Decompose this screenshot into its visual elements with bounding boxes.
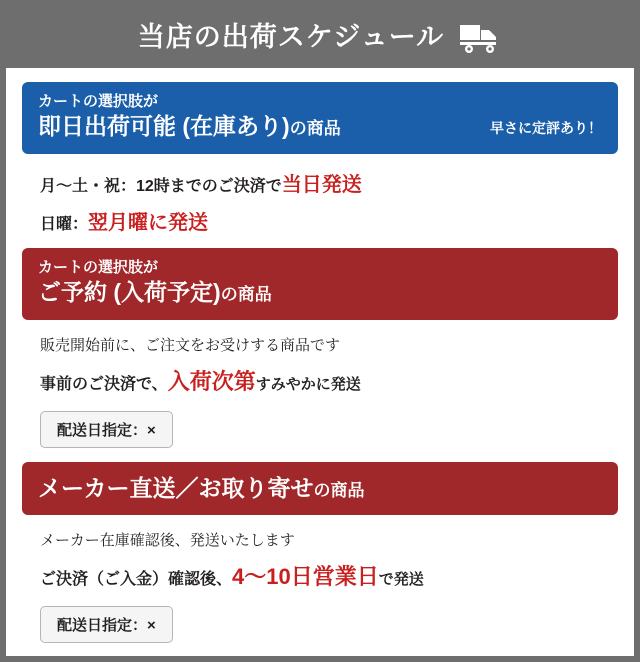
detail-line (40, 204, 600, 242)
section-details-direct-shipping (22, 515, 618, 650)
band-big-label (38, 474, 365, 504)
section-band-same-day (22, 82, 618, 154)
delivery-date-tag: 配送日指定：× (40, 606, 173, 643)
detail-highlight: 4〜10日営業日 (232, 563, 379, 589)
band-big-suffix: の商品 (289, 119, 341, 139)
band-big-suffix: の商品 (220, 285, 272, 305)
detail-highlight: 入荷次第 (167, 368, 256, 394)
detail-line (40, 166, 600, 204)
page-title: 当店の出荷スケジュール (137, 21, 445, 52)
schedule-sections (6, 68, 634, 651)
section-band-preorder (22, 248, 618, 320)
band-small-label: カートの選択肢が (38, 259, 159, 277)
detail-line: メーカー在庫確認後、発送いたします (40, 532, 295, 550)
band-text-group (38, 92, 341, 142)
band-big-label (38, 112, 341, 142)
detail-prefix: 日曜： (40, 216, 89, 234)
band-big-text: 即日出荷可能 (在庫あり) (38, 113, 290, 140)
detail-line (40, 556, 600, 598)
section-preorder (22, 248, 618, 455)
detail-highlight: 翌月曜に発送 (88, 212, 209, 235)
band-big-text: メーカー直送／お取り寄せ (38, 474, 314, 501)
detail-line (40, 361, 600, 403)
detail-prefix: 月〜土・祝：12時までのご決済で (40, 178, 282, 196)
band-big-label (38, 278, 272, 308)
band-big-text: ご予約 (入荷予定) (38, 279, 221, 306)
detail-prefix: 事前のご決済で、 (40, 375, 168, 393)
band-text-group (38, 258, 272, 308)
detail-tail: すみやかに発送 (255, 375, 361, 393)
section-details-same-day (22, 154, 618, 248)
delivery-truck-icon (458, 20, 502, 54)
section-direct-shipping (22, 462, 618, 651)
page-header (6, 6, 634, 68)
band-big-suffix: の商品 (313, 480, 365, 500)
delivery-date-tag: 配送日指定：× (40, 411, 173, 448)
detail-highlight: 当日発送 (281, 174, 362, 197)
section-same-day (22, 82, 618, 248)
detail-line: 販売開始前に、ご注文をお受けする商品です (40, 337, 341, 355)
band-small-label: カートの選択肢が (38, 93, 159, 110)
detail-prefix: ご決済（ご入金）確認後、 (40, 570, 233, 588)
section-details-preorder (22, 320, 618, 455)
section-band-direct-shipping (22, 462, 618, 516)
band-note: 早さに定評あり！ (490, 120, 602, 137)
detail-tail: で発送 (378, 570, 424, 588)
